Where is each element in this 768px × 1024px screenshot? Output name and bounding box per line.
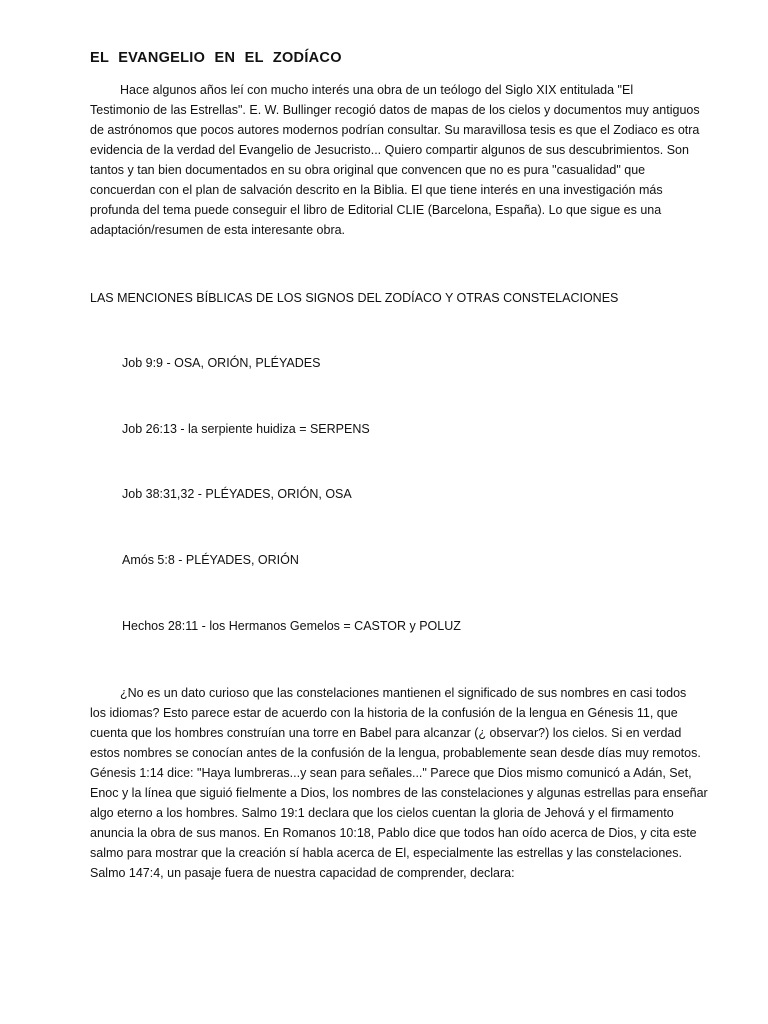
paragraph-line: algo eterno a los hombres. Salmo 19:1 declara que los cielos cuentan la gloria de Jehová y el firmamento [90, 806, 674, 820]
paragraph-line: anuncia la obra de sus manos. En Romanos 10:18, Pablo dice que todos han oído acerca de Dios, y cita este [90, 826, 697, 840]
paragraph-line: adaptación/resumen de esta interesante obra. [90, 223, 346, 237]
section-heading: LAS MENCIONES BÍBLICAS DE LOS SIGNOS DEL ZODÍACO Y OTRAS CONSTELACIONES [90, 291, 619, 305]
paragraph-line: cuenta que los hombres construían una torre en Babel para alcanzar (¿ observar?) los cielos. Si en verdad [90, 726, 682, 740]
paragraph-line: salmo para mostrar que la creación sí habla acerca de El, especialmente las estrellas y las constelaciones. [90, 846, 682, 860]
paragraph-line: profunda del tema puede conseguir el libro de Editorial CLIE (Barcelona, España). Lo que sigue es una [90, 203, 662, 217]
paragraph-line: estos nombres se conocían antes de la confusión de la lengua, probablemente sean desde días muy remotos. [90, 746, 701, 760]
paragraph-line: Génesis 1:14 dice: "Haya lumbreras...y sean para señales..." Parece que Dios mismo comunicó a Adán, Set, [90, 766, 692, 780]
paragraph-line: tantos y tan bien documentados en su obra original que convencen que no es pura "casualidad" que [90, 163, 646, 177]
intro-paragraph [90, 80, 730, 240]
closing-paragraph [90, 683, 730, 883]
paragraph-line: los idiomas? Esto parece estar de acuerdo con la historia de la confusión de la lengua en Génesis 11, que [90, 706, 678, 720]
paragraph-line: Enoc y la línea que siguió fielmente a Dios, los nombres de las constelaciones y algunas estrellas para enseñar [90, 786, 708, 800]
paragraph-line: de astrónomos que pocos autores modernos podrían consultar. Su maravillosa tesis es que el Zodiaco es otra [90, 123, 700, 137]
paragraph-line: concuerdan con el plan de salvación descrito en la Biblia. El que tiene interés en una investigación más [90, 183, 663, 197]
document-title: EL EVANGELIO EN EL ZODÍACO [90, 50, 342, 66]
paragraph-line: evidencia de la verdad del Evangelio de Jesucristo... Quiero compartir algunos de sus descubrimientos. Son [90, 143, 689, 157]
paragraph-line: Hace algunos años leí con mucho interés una obra de un teólogo del Siglo XIX entitulada "El [120, 83, 634, 97]
scripture-reference: Job 9:9 - OSA, ORIÓN, PLÉYADES [122, 356, 321, 370]
scripture-reference: Job 38:31,32 - PLÉYADES, ORIÓN, OSA [122, 487, 352, 501]
scripture-reference: Amós 5:8 - PLÉYADES, ORIÓN [122, 553, 299, 567]
paragraph-line: Salmo 147:4, un pasaje fuera de nuestra capacidad de comprender, declara: [90, 866, 515, 880]
paragraph-line: Testimonio de las Estrellas". E. W. Bullinger recogió datos de mapas de los cielos y documentos muy antiguos [90, 103, 700, 117]
scripture-reference: Job 26:13 - la serpiente huidiza = SERPENS [122, 422, 370, 436]
paragraph-line: ¿No es un dato curioso que las constelaciones mantienen el significado de sus nombres en casi todos [120, 686, 687, 700]
scripture-reference: Hechos 28:11 - los Hermanos Gemelos = CASTOR y POLUZ [122, 619, 461, 633]
